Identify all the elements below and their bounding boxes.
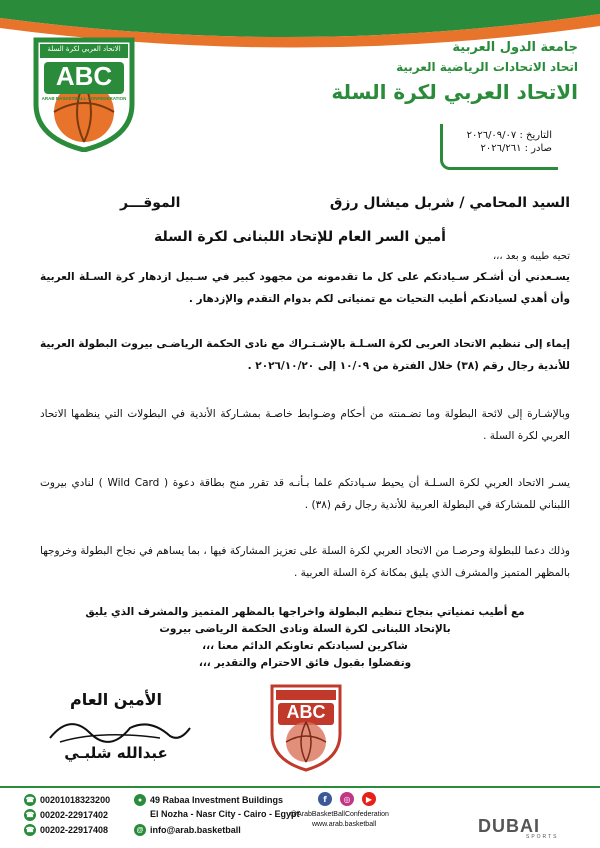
addressee — [40, 195, 570, 217]
reference-box — [440, 124, 558, 170]
logo-top-text: الاتحاد العربي لكرة السلة — [47, 45, 121, 53]
closing — [40, 604, 570, 672]
header-line1: جامعة الدول العربية — [452, 40, 578, 55]
date-value: ٢٠٢٦/٠٩/٠٧ — [466, 130, 517, 141]
paragraph-5: وذلك دعما للبطولة وحرصـا من الاتحاد العربي لكرة السلة على تعزيز المشاركة فيها ، بما يساهم في نجاح البطولة وخروجها بالمظهر المتميز والمشرف الذي يليق بمكانة كرة السلة العربية . — [40, 545, 570, 579]
signature-title: الأمين العام — [69, 690, 163, 709]
abc-logo — [30, 34, 138, 152]
logo-abc-text: ABC — [55, 61, 113, 91]
addressee-name: السيد المحامي / شربل ميشال رزق — [329, 195, 570, 211]
header-line3: الاتحاد العربي لكرة السلة — [331, 80, 578, 104]
footer-line — [0, 786, 600, 790]
phone-icon: ☎ — [24, 794, 36, 806]
location-icon: ● — [134, 794, 146, 806]
facebook-icon[interactable]: f — [318, 792, 332, 806]
closing-line-3: شاكرين لسيادتكم تعاونكم الدائم معنا ،،، — [202, 640, 408, 652]
paragraph-4: يسـر الاتحاد العربي لكرة السـلـة أن يحيط سـيادتكم علما بـأنـه قد تقرر منح بطاقة دعوة ( Wild Card ) لنادي بيروت اللبناني للمشاركة في البطولة العربية للأندية رجال رقم (٣٨) . — [40, 477, 570, 511]
paragraph-1: يسـعدني أن أشـكر سـيادتكم على كل ما تقدمونه من مجهود كبير في سـبيل ازدهار كرة السـلة العربية وأن أهدي لسيادتكم أطيب التحيات مع تمنياتى لكم بدوام التقدم والإزدهار . — [40, 271, 570, 305]
closing-line-4: وتفضلوا بقبول فائق الاحترام والتقدير ،،، — [198, 657, 412, 669]
footer — [0, 786, 600, 848]
logo-sub-text: ARAB BASKETBALL CONFEDERATION — [41, 96, 127, 101]
stamp-abc-text: ABC — [286, 702, 326, 722]
issue-value: ٢٠٢٦/٢٦١ — [480, 143, 522, 154]
instagram-icon[interactable]: ◎ — [340, 792, 354, 806]
footer-phone-1: ☎ 00201018323200 — [25, 795, 111, 805]
footer-phone-2: ☎ 00202-22917402 — [25, 810, 109, 820]
closing-line-2: بالإتحاد اللبنانى لكرة السلة ونادى الحكمة الرياضى بيروت — [159, 623, 451, 635]
paragraph-3: وبالإشـارة إلى لائحة البطولة وما تضـمنته من أحكام وضـوابط خاصـة بمشـاركة الأندية في البطولات التي ينظمها الاتحاد العربي لكرة السلة . — [40, 408, 570, 442]
phone-icon: ☎ — [24, 809, 36, 821]
footer-address-2: El Nozha - Nasr City - Cairo - Egypt — [150, 809, 300, 819]
greeting: تحيه طيبه و بعد ،،، — [492, 251, 570, 262]
footer-social-handle[interactable]: @ArabBasketBallConfederation — [290, 811, 389, 818]
subject: أمين السر العام للإتحاد اللبنانى لكرة السلة — [154, 229, 446, 245]
dubai-sports-logo: DUBAI SPORTS — [478, 816, 559, 840]
fax-icon: ☎ — [24, 824, 36, 836]
footer-address-1: ● 49 Rabaa Investment Buildings — [134, 794, 283, 806]
email-icon: @ — [134, 824, 146, 836]
header-line2: اتحاد الاتحادات الرياضية العربية — [396, 60, 578, 74]
date-label: التاريخ : — [519, 130, 552, 141]
addressee-honorific: الموقـــر — [120, 195, 181, 211]
youtube-icon[interactable]: ▶ — [362, 792, 376, 806]
footer-website[interactable]: www.arab.basketball — [312, 821, 377, 828]
paragraph-2: إيماء إلى تنظيم الاتحاد العربى لكرة السـلـة بالإشـتـراك مع نادى الحكمة الرياضـى بيروت البطولة العربية للأندية رجال رقم (٣٨) خلال الفترة من ١٠/٠٩ إلى ٢٠٢٦/١٠/٢٠ . — [39, 338, 570, 372]
issue-label: صادر : — [524, 143, 552, 154]
closing-line-1: مع أطيب تمنياتي بنجاح تنظيم البطولة واخراجها بالمظهر المتميز والمشرف الذي يليق — [85, 606, 525, 618]
signature-name: عبدالله شلبـي — [64, 744, 168, 762]
signature-scribble — [40, 708, 200, 748]
abc-stamp — [268, 682, 344, 772]
footer-email[interactable]: @ info@arab.basketball — [134, 824, 241, 836]
footer-phone-3: ☎ 00202-22917408 — [25, 825, 109, 835]
